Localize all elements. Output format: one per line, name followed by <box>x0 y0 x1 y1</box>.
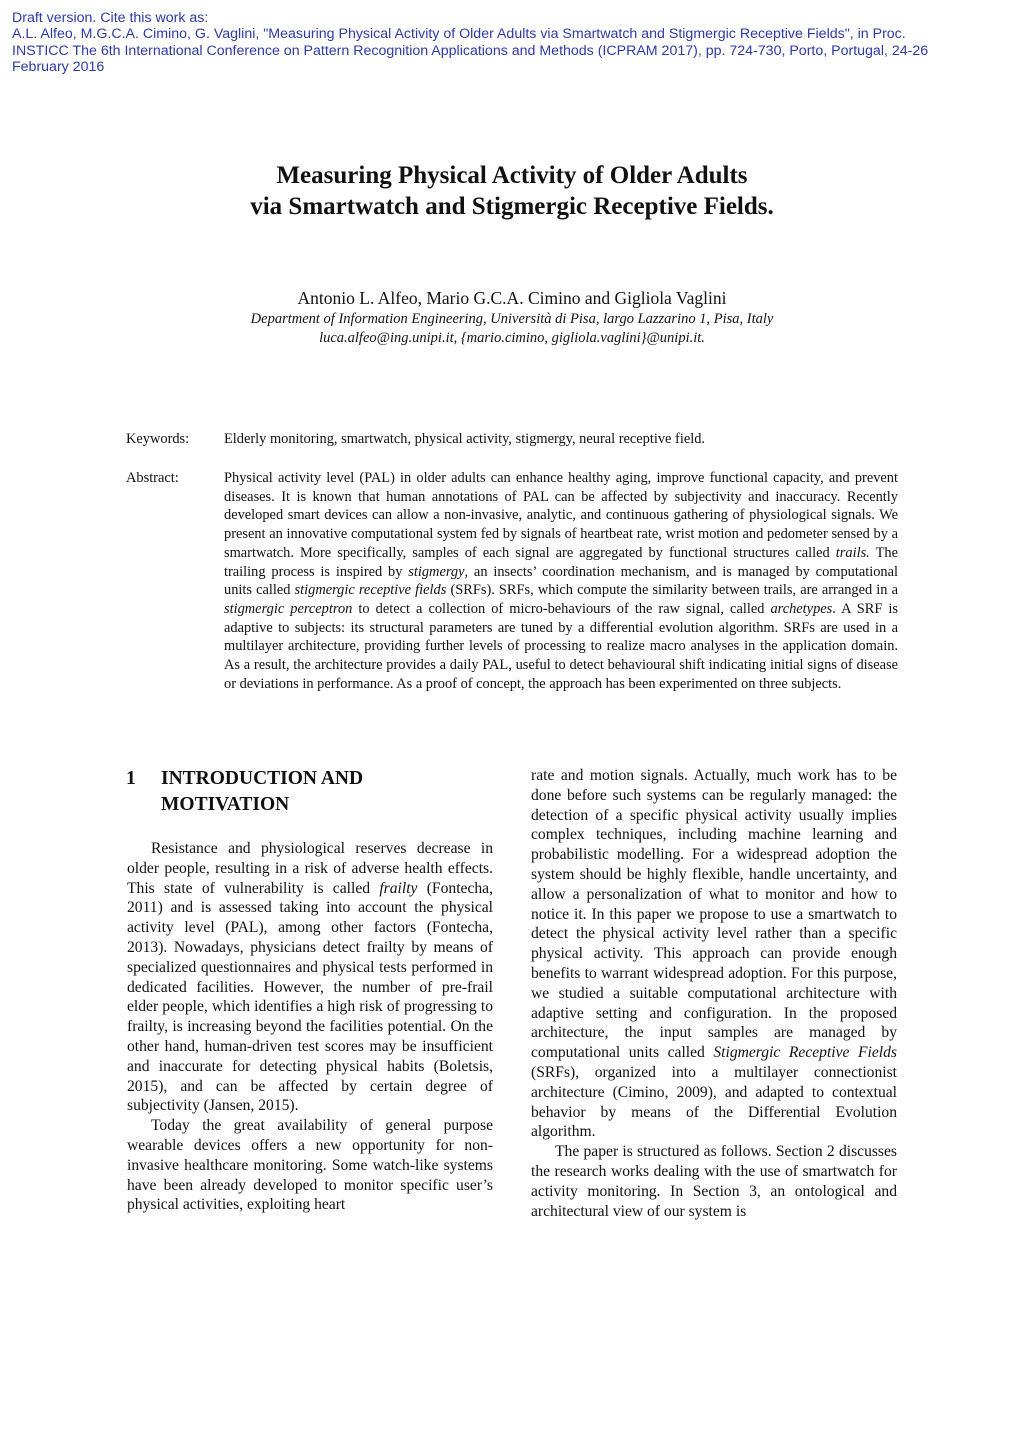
right-column <box>531 766 897 1221</box>
abstract-emphasis-trails: trails. <box>835 544 870 561</box>
paragraph-4: The paper is structured as follows. Section 2 discusses the research works dealing with the use of smartwatch for activity monitoring. In Section 3, an ontological and architectural view of our system is <box>531 1143 897 1220</box>
paper-title-line-2: via Smartwatch and Stigmergic Receptive Fields. <box>250 193 774 220</box>
emphasis-srf: Stigmergic Receptive Fields <box>713 1044 897 1062</box>
left-column <box>127 839 493 1215</box>
keywords-text: Elderly monitoring, smartwatch, physical activity, stigmergy, neural receptive field. <box>224 431 706 447</box>
keywords-label: Keywords: <box>126 431 190 447</box>
affiliation: Department of Information Engineering, Università di Pisa, largo Lazzarino 1, Pisa, Italy <box>250 311 774 327</box>
draft-citation-header <box>12 10 1016 75</box>
abstract-text <box>224 469 898 693</box>
authors: Antonio L. Alfeo, Mario G.C.A. Cimino and Gigliola Vaglini <box>297 288 727 308</box>
paragraph-3 <box>531 766 897 1142</box>
paper-title <box>0 160 1024 222</box>
section-heading-line-1: INTRODUCTION AND <box>161 768 364 789</box>
paragraph-segment: (SRFs), organized into a multilayer connectionist architecture (Cimino, 2009), and adapted to contextual behavior by means of the Differential Evolution algorithm. <box>531 1063 897 1141</box>
paragraph-segment: rate and motion signals. Actually, much work has to be done before such systems can be regularly managed: the detection of a specific physical activity usually implies complex techniques, including machine learning and probabilistic modelling. For a widespread adoption the system should be highly flexible, handle uncertainty, and allow a personalization of what to monitor and how to notice it. In this paper we propose to use a smartwatch to detect the physical activity level rather than a specific physical activity. This approach can provide enough benefits to warrant widespread adoption. For this purpose, we studied a suitable computational architecture with adaptive setting and configuration. In the proposed architecture, the input samples are managed by computational units called <box>531 767 897 1062</box>
abstract-emphasis-archetypes: archetypes <box>770 600 833 617</box>
paper-title-line-1: Measuring Physical Activity of Older Adults <box>276 162 748 189</box>
draft-line-1: Draft version. Cite this work as: <box>12 10 209 26</box>
draft-line-4: February 2016 <box>12 58 105 75</box>
section-heading <box>161 766 481 818</box>
paragraph-segment: (Fontecha, 2011) and is assessed taking into account the physical activity level (PAL), among other factors (Fontecha, 2013). Nowadays, physicians detect frailty by means of specialized questionnaires and physical tests performed in dedicated facilities. However, the number of pre-frail elder people, which identifies a high risk of progressing to frailty, is increasing beyond the facilities potential. On the other hand, human-driven test scores may be insufficient and inaccurate for detecting physical habits (Boletsis, 2015), and can be affected by certain degree of subjectivity (Jansen, 2015). <box>127 879 493 1115</box>
paragraph-2: Today the great availability of general purpose wearable devices offers a new opportunity for non-invasive healthcare monitoring. Some watch-like systems have been already developed to monitor specific user’s physical activities, exploiting heart <box>127 1117 493 1214</box>
section-heading-line-2: MOTIVATION <box>161 794 290 815</box>
draft-line-2: A.L. Alfeo, M.G.C.A. Cimino, G. Vaglini, "Measuring Physical Activity of Older Adults via Smartwatch and Stigmergic Receptive Fields", in Proc. <box>12 26 906 43</box>
abstract-segment: , an insects’ coordination mechanism, and is managed by computational units called <box>224 563 899 599</box>
abstract-emphasis-stigmergy: stigmergy <box>408 563 465 580</box>
abstract-emphasis-srf: stigmergic receptive fields <box>294 582 447 599</box>
paragraph-segment: Resistance and physiological reserves decrease in older people, resulting in a risk of adverse health effects. This state of vulnerability is called <box>127 840 493 897</box>
abstract-segment: (SRFs). SRFs, which compute the similarity between trails, are arranged in a <box>446 582 898 599</box>
paragraph-1 <box>127 839 493 1116</box>
draft-line-3: INSTICC The 6th International Conference on Pattern Recognition Applications and Methods (ICPRAM 2017), pp. 724-730, Porto, Portugal, 24-26 <box>12 42 929 59</box>
affiliation-block <box>0 310 1024 348</box>
emphasis-frailty: frailty <box>379 879 418 897</box>
emails: luca.alfeo@ing.unipi.it, {mario.cimino, gigliola.vaglini}@unipi.it. <box>319 330 705 346</box>
abstract-segment: Physical activity level (PAL) in older adults can enhance healthy aging, improve functional capacity, and prevent diseases. It is known that human annotations of PAL can be affected by subjectivity and inaccuracy. Recently developed smart devices can allow a non-invasive, analytic, and continuous gathering of physiological signals. We present an innovative computational system fed by signals of heartbeat rate, wrist motion and pedometer sensed by a smartwatch. More specifically, samples of each signal are aggregated by functional structures called <box>224 470 898 561</box>
abstract-segment: to detect a collection of micro-behaviours of the raw signal, called <box>352 600 771 617</box>
abstract-emphasis-perceptron: stigmergic perceptron <box>224 600 353 617</box>
abstract-segment: The trailing process is inspired by <box>224 544 898 580</box>
abstract-label: Abstract: <box>126 470 179 486</box>
section-number: 1 <box>126 768 136 789</box>
abstract-segment: . A SRF is adaptive to subjects: its structural parameters are tuned by a differential evolution algorithm. SRFs are used in a multilayer architecture, providing further levels of processing to realize macro analyses in the application domain. As a result, the architecture provides a daily PAL, useful to detect behavioural shift indicating initial signs of disease or deviations in performance. As a proof of concept, the approach has been experimented on three subjects. <box>224 600 898 692</box>
